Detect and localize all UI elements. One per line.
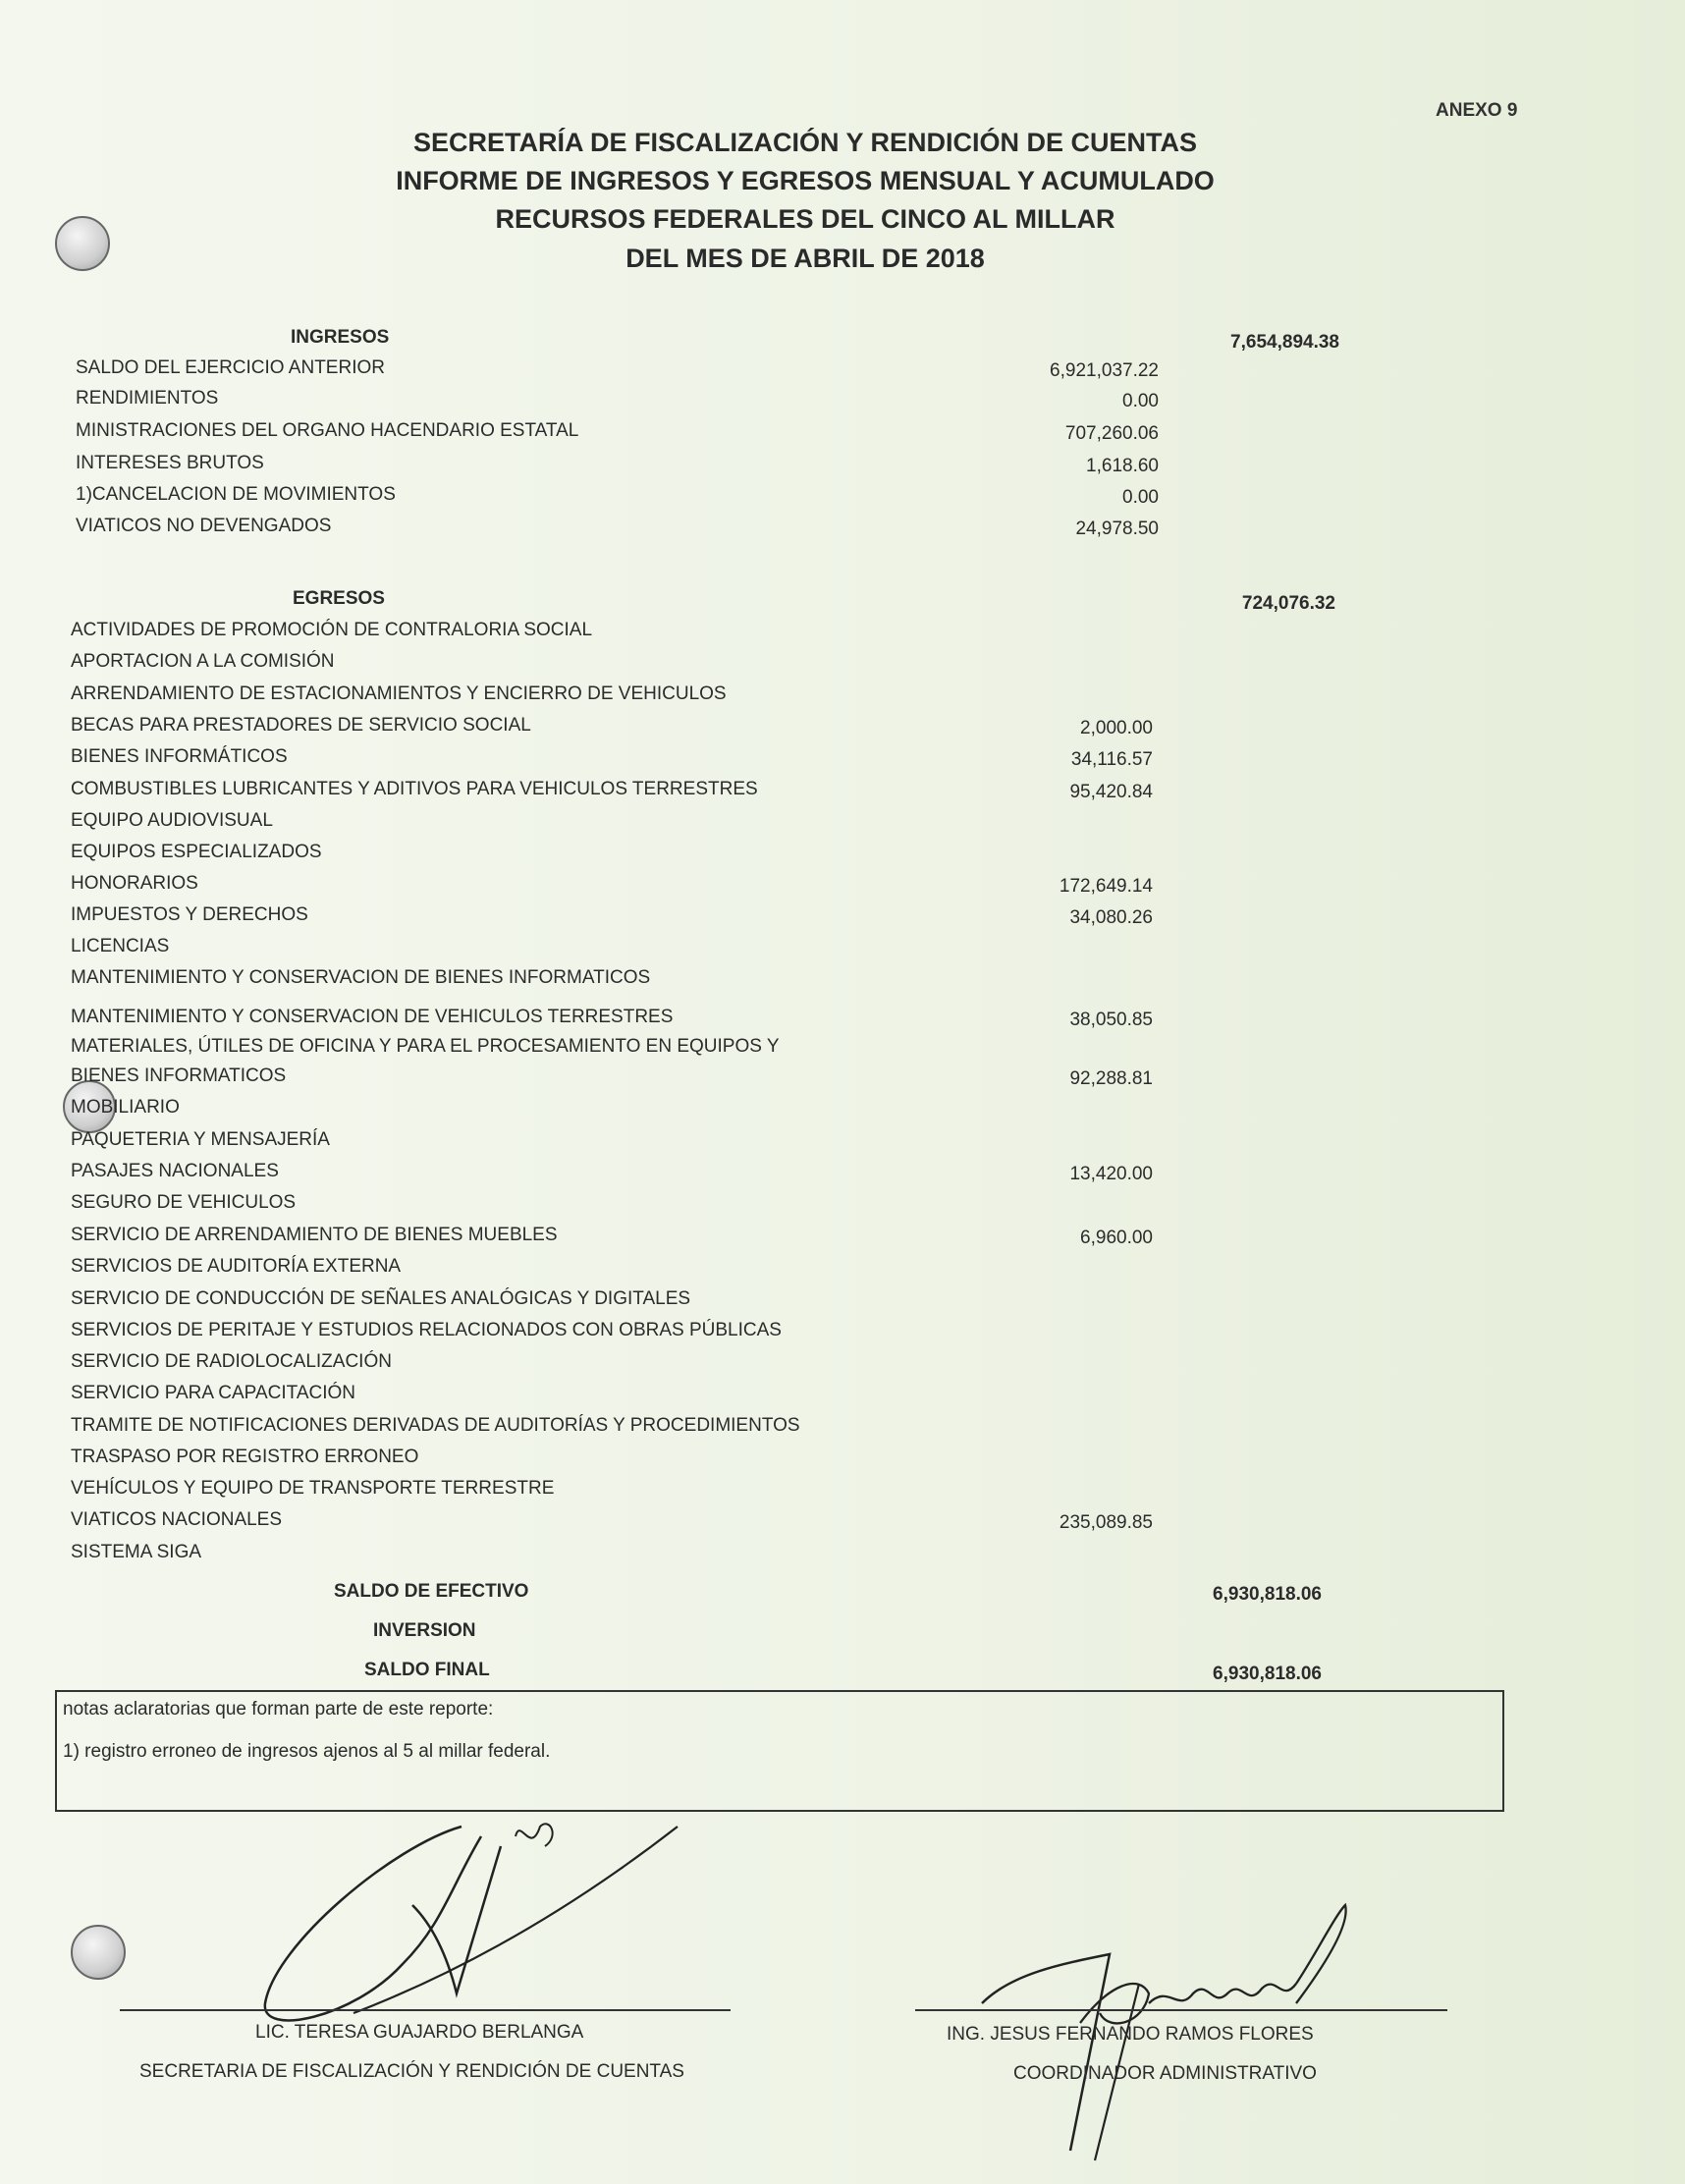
right-signer-name: ING. JESUS FERNANDO RAMOS FLORES bbox=[947, 2024, 1314, 2045]
egresos-item-label: SERVICIO DE ARRENDAMIENTO DE BIENES MUEBLES bbox=[71, 1225, 558, 1245]
left-signer-title: SECRETARIA DE FISCALIZACIÓN Y RENDICIÓN DE CUENTAS bbox=[139, 2061, 684, 2082]
egresos-item-label: MATERIALES, ÚTILES DE OFICINA Y PARA EL PROCESAMIENTO EN EQUIPOS Y bbox=[71, 1036, 780, 1057]
ingresos-item-amount: 1,618.60 bbox=[1086, 456, 1159, 476]
egresos-item-label: VIATICOS NACIONALES bbox=[71, 1509, 283, 1530]
saldo-final-value: 6,930,818.06 bbox=[1213, 1664, 1322, 1684]
egresos-item-amount: 38,050.85 bbox=[1069, 1010, 1153, 1030]
saldo-efectivo-label: SALDO DE EFECTIVO bbox=[334, 1581, 529, 1602]
egresos-item-label: TRASPASO POR REGISTRO ERRONEO bbox=[71, 1447, 419, 1467]
ingresos-heading: INGRESOS bbox=[291, 327, 390, 348]
notes-box bbox=[55, 1690, 1504, 1812]
egresos-item-amount: 92,288.81 bbox=[1069, 1068, 1153, 1089]
left-signature-line bbox=[120, 2009, 731, 2011]
egresos-item-label: ARRENDAMIENTO DE ESTACIONAMIENTOS Y ENCIERRO DE VEHICULOS bbox=[71, 683, 727, 704]
ingresos-item-label: RENDIMIENTOS bbox=[76, 388, 219, 409]
saldo-final-label: SALDO FINAL bbox=[364, 1660, 490, 1680]
ingresos-item-label: MINISTRACIONES DEL ORGANO HACENDARIO ESTATAL bbox=[76, 420, 579, 441]
egresos-item-label: ACTIVIDADES DE PROMOCIÓN DE CONTRALORIA SOCIAL bbox=[71, 620, 593, 640]
egresos-total: 724,076.32 bbox=[1241, 593, 1335, 614]
ingresos-total: 7,654,894.38 bbox=[1230, 332, 1339, 353]
egresos-item-label: BIENES INFORMATICOS bbox=[71, 1065, 287, 1086]
egresos-item-label: MANTENIMIENTO Y CONSERVACION DE BIENES INFORMATICOS bbox=[71, 967, 651, 988]
ingresos-item-label: INTERESES BRUTOS bbox=[76, 453, 264, 473]
egresos-item-label: VEHÍCULOS Y EQUIPO DE TRANSPORTE TERRESTRE bbox=[71, 1478, 555, 1499]
egresos-item-label: BIENES INFORMÁTICOS bbox=[71, 746, 288, 767]
ingresos-item-label: 1)CANCELACION DE MOVIMIENTOS bbox=[76, 484, 396, 505]
egresos-item-label: EQUIPOS ESPECIALIZADOS bbox=[71, 842, 322, 862]
egresos-item-label: SERVICIO DE RADIOLOCALIZACIÓN bbox=[71, 1351, 392, 1372]
right-signer-title: COORDINADOR ADMINISTRATIVO bbox=[1013, 2063, 1317, 2084]
punch-hole bbox=[55, 216, 110, 271]
inversion-label: INVERSION bbox=[373, 1620, 476, 1641]
egresos-item-label: IMPUESTOS Y DERECHOS bbox=[71, 904, 308, 925]
egresos-item-amount: 172,649.14 bbox=[1059, 876, 1153, 897]
egresos-item-label: SERVICIOS DE PERITAJE Y ESTUDIOS RELACIONADOS CON OBRAS PÚBLICAS bbox=[71, 1320, 782, 1340]
ingresos-item-amount: 707,260.06 bbox=[1064, 423, 1159, 444]
egresos-item-label: EQUIPO AUDIOVISUAL bbox=[71, 810, 273, 831]
egresos-item-amount: 95,420.84 bbox=[1069, 782, 1153, 802]
egresos-item-label: COMBUSTIBLES LUBRICANTES Y ADITIVOS PARA VEHICULOS TERRESTRES bbox=[71, 779, 758, 799]
egresos-item-label: MOBILIARIO bbox=[71, 1097, 180, 1118]
egresos-item-label: SISTEMA SIGA bbox=[71, 1542, 202, 1562]
title-line-3: RECURSOS FEDERALES DEL CINCO AL MILLAR bbox=[495, 204, 1115, 234]
egresos-item-label: BECAS PARA PRESTADORES DE SERVICIO SOCIAL bbox=[71, 715, 531, 736]
punch-hole bbox=[71, 1925, 126, 1980]
egresos-item-amount: 235,089.85 bbox=[1059, 1512, 1153, 1533]
egresos-item-amount: 6,960.00 bbox=[1080, 1228, 1153, 1248]
egresos-item-label: LICENCIAS bbox=[71, 936, 170, 956]
annex-label: ANEXO 9 bbox=[1436, 100, 1518, 121]
egresos-item-label: HONORARIOS bbox=[71, 873, 198, 894]
egresos-item-label: SERVICIO PARA CAPACITACIÓN bbox=[71, 1383, 355, 1403]
egresos-item-label: MANTENIMIENTO Y CONSERVACION DE VEHICULOS TERRESTRES bbox=[71, 1007, 674, 1027]
egresos-item-label: PAQUETERIA Y MENSAJERÍA bbox=[71, 1129, 330, 1150]
egresos-item-label: PASAJES NACIONALES bbox=[71, 1161, 279, 1181]
egresos-item-label: SERVICIO DE CONDUCCIÓN DE SEÑALES ANALÓGICAS Y DIGITALES bbox=[71, 1288, 691, 1309]
title-line-1: SECRETARÍA DE FISCALIZACIÓN Y RENDICIÓN DE CUENTAS bbox=[412, 128, 1198, 157]
notes-line-1: 1) registro erroneo de ingresos ajenos al 5 al millar federal. bbox=[63, 1741, 551, 1762]
left-signature bbox=[236, 1807, 697, 2043]
ingresos-item-amount: 0.00 bbox=[1122, 391, 1159, 411]
egresos-item-amount: 2,000.00 bbox=[1080, 718, 1153, 738]
ingresos-item-amount: 6,921,037.22 bbox=[1050, 360, 1159, 381]
notes-header: notas aclaratorias que forman parte de este reporte: bbox=[63, 1699, 494, 1720]
egresos-item-label: SEGURO DE VEHICULOS bbox=[71, 1192, 297, 1213]
ingresos-item-label: SALDO DEL EJERCICIO ANTERIOR bbox=[76, 357, 385, 378]
title-line-2: INFORME DE INGRESOS Y EGRESOS MENSUAL Y ACUMULADO bbox=[396, 166, 1215, 195]
egresos-item-amount: 13,420.00 bbox=[1069, 1164, 1153, 1184]
left-signer-name: LIC. TERESA GUAJARDO BERLANGA bbox=[255, 2022, 584, 2043]
egresos-item-amount: 34,116.57 bbox=[1070, 749, 1153, 770]
saldo-efectivo-value: 6,930,818.06 bbox=[1213, 1584, 1322, 1605]
egresos-item-label: APORTACION A LA COMISIÓN bbox=[71, 651, 335, 672]
egresos-heading: EGRESOS bbox=[293, 588, 385, 609]
egresos-item-label: SERVICIOS DE AUDITORÍA EXTERNA bbox=[71, 1256, 402, 1277]
title-line-4: DEL MES DE ABRIL DE 2018 bbox=[625, 244, 985, 273]
egresos-item-label: TRAMITE DE NOTIFICACIONES DERIVADAS DE AUDITORÍAS Y PROCEDIMIENTOS bbox=[71, 1415, 800, 1436]
ingresos-item-label: VIATICOS NO DEVENGADOS bbox=[76, 516, 332, 536]
ingresos-item-amount: 24,978.50 bbox=[1075, 519, 1159, 539]
ingresos-item-amount: 0.00 bbox=[1122, 487, 1159, 508]
right-signature-line bbox=[915, 2009, 1447, 2011]
egresos-item-amount: 34,080.26 bbox=[1069, 907, 1153, 928]
